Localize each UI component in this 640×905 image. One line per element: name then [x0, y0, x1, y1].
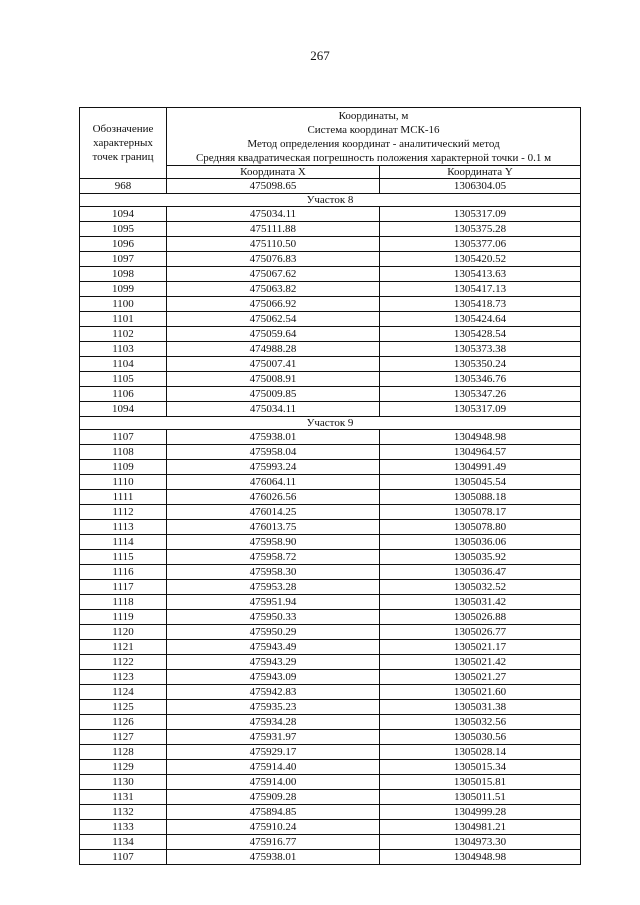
point-id: 1109 [80, 460, 167, 475]
point-id: 1127 [80, 730, 167, 745]
coordinate-x: 475062.54 [167, 312, 380, 327]
coordinate-x: 475951.94 [167, 595, 380, 610]
table-row [80, 505, 581, 520]
table-row [80, 850, 581, 865]
coordinate-y: 1304991.49 [380, 460, 581, 475]
point-id: 1134 [80, 835, 167, 850]
coordinate-x: 475958.90 [167, 535, 380, 550]
coordinate-x: 476026.56 [167, 490, 380, 505]
table-row [80, 835, 581, 850]
table-row [80, 595, 581, 610]
table-row [80, 685, 581, 700]
table-row [80, 610, 581, 625]
table-row [80, 805, 581, 820]
point-id: 1110 [80, 475, 167, 490]
coordinate-y: 1305078.17 [380, 505, 581, 520]
section-row [80, 417, 581, 430]
coordinate-y: 1305036.06 [380, 535, 581, 550]
header-point-designation [80, 108, 167, 179]
point-id: 1123 [80, 670, 167, 685]
coordinate-x: 475059.64 [167, 327, 380, 342]
coordinate-y: 1305026.88 [380, 610, 581, 625]
table-row [80, 730, 581, 745]
section-title: Участок 9 [80, 417, 581, 430]
coordinate-y: 1305373.38 [380, 342, 581, 357]
coordinate-y: 1305346.76 [380, 372, 581, 387]
header-left-line: точек границ [92, 151, 154, 163]
point-id: 1107 [80, 430, 167, 445]
point-id: 1117 [80, 580, 167, 595]
table-row [80, 267, 581, 282]
header-coordinate-y: Координата Y [380, 166, 581, 179]
table-row [80, 207, 581, 222]
coordinate-x: 475934.28 [167, 715, 380, 730]
coordinate-x: 475098.65 [167, 179, 380, 194]
coordinate-y: 1304981.21 [380, 820, 581, 835]
coordinate-y: 1305021.60 [380, 685, 581, 700]
coordinate-x: 475958.72 [167, 550, 380, 565]
table-row [80, 282, 581, 297]
coordinate-x: 475034.11 [167, 207, 380, 222]
point-id: 1107 [80, 850, 167, 865]
point-id: 1096 [80, 237, 167, 252]
coordinate-x: 475916.77 [167, 835, 380, 850]
table-row [80, 475, 581, 490]
coordinate-y: 1305031.42 [380, 595, 581, 610]
table-row [80, 297, 581, 312]
point-id: 1128 [80, 745, 167, 760]
coordinate-x: 475929.17 [167, 745, 380, 760]
header-left-line: Обозначение [92, 123, 154, 135]
point-id: 1126 [80, 715, 167, 730]
point-id: 1118 [80, 595, 167, 610]
point-id: 1106 [80, 387, 167, 402]
coordinate-y: 1305015.81 [380, 775, 581, 790]
coordinate-x: 475993.24 [167, 460, 380, 475]
table-row [80, 670, 581, 685]
coordinate-y: 1305424.64 [380, 312, 581, 327]
header-right-line: Метод определения координат - аналитический метод [247, 137, 500, 150]
point-id: 1112 [80, 505, 167, 520]
table-row [80, 342, 581, 357]
coordinate-x: 476064.11 [167, 475, 380, 490]
coordinate-y: 1305021.17 [380, 640, 581, 655]
point-id: 1102 [80, 327, 167, 342]
coordinate-y: 1305347.26 [380, 387, 581, 402]
coordinate-y: 1305011.51 [380, 790, 581, 805]
point-id: 1095 [80, 222, 167, 237]
table-row [80, 640, 581, 655]
point-id: 1114 [80, 535, 167, 550]
coordinate-y: 1305317.09 [380, 207, 581, 222]
coordinate-y: 1305377.06 [380, 237, 581, 252]
coordinate-x: 475910.24 [167, 820, 380, 835]
point-id: 1113 [80, 520, 167, 535]
coordinate-x: 475067.62 [167, 267, 380, 282]
coordinate-y: 1306304.05 [380, 179, 581, 194]
table-row [80, 312, 581, 327]
section-title: Участок 8 [80, 194, 581, 207]
coordinate-y: 1305350.24 [380, 357, 581, 372]
point-id: 1133 [80, 820, 167, 835]
coordinate-y: 1305413.63 [380, 267, 581, 282]
point-id: 1130 [80, 775, 167, 790]
point-id: 1122 [80, 655, 167, 670]
point-id: 1121 [80, 640, 167, 655]
coordinate-x: 475943.09 [167, 670, 380, 685]
coordinate-y: 1305088.18 [380, 490, 581, 505]
coordinate-y: 1305078.80 [380, 520, 581, 535]
table-row [80, 387, 581, 402]
table-row [80, 357, 581, 372]
coordinate-y: 1304973.30 [380, 835, 581, 850]
table-row [80, 252, 581, 267]
coordinate-y: 1305032.56 [380, 715, 581, 730]
table-row [80, 715, 581, 730]
coordinate-x: 475076.83 [167, 252, 380, 267]
table-row [80, 775, 581, 790]
coordinate-x: 475894.85 [167, 805, 380, 820]
coordinate-y: 1305031.38 [380, 700, 581, 715]
point-id: 1103 [80, 342, 167, 357]
coordinate-y: 1304999.28 [380, 805, 581, 820]
coordinate-y: 1305045.54 [380, 475, 581, 490]
table-row [80, 550, 581, 565]
table-row [80, 490, 581, 505]
page-number: 267 [310, 48, 330, 63]
point-id: 1094 [80, 207, 167, 222]
table-row [80, 372, 581, 387]
coordinate-y: 1305375.28 [380, 222, 581, 237]
point-id: 1097 [80, 252, 167, 267]
table-row [80, 445, 581, 460]
point-id: 1131 [80, 790, 167, 805]
header-right-line: Координаты, м [338, 109, 409, 122]
coordinate-y: 1305026.77 [380, 625, 581, 640]
coordinate-x: 475914.00 [167, 775, 380, 790]
table-row [80, 179, 581, 194]
coordinate-x: 475943.49 [167, 640, 380, 655]
coordinate-y: 1304948.98 [380, 850, 581, 865]
point-id: 1124 [80, 685, 167, 700]
coordinate-y: 1305015.34 [380, 760, 581, 775]
point-id: 1098 [80, 267, 167, 282]
coordinate-y: 1305021.42 [380, 655, 581, 670]
table-row [80, 327, 581, 342]
coordinate-x: 475063.82 [167, 282, 380, 297]
table-row [80, 580, 581, 595]
table-row [80, 760, 581, 775]
table-row [80, 655, 581, 670]
coordinate-x: 475958.04 [167, 445, 380, 460]
table-row [80, 700, 581, 715]
table-row [80, 745, 581, 760]
coordinate-x: 475950.33 [167, 610, 380, 625]
coordinate-x: 476013.75 [167, 520, 380, 535]
header-left-line: характерных [93, 137, 153, 149]
coordinate-y: 1305428.54 [380, 327, 581, 342]
coordinate-x: 475938.01 [167, 850, 380, 865]
coordinate-x: 475007.41 [167, 357, 380, 372]
header-right-line: Система координат МСК-16 [307, 123, 440, 136]
table-row [80, 820, 581, 835]
coordinate-x: 475034.11 [167, 402, 380, 417]
table-row [80, 520, 581, 535]
point-id: 1108 [80, 445, 167, 460]
section-row [80, 194, 581, 207]
coordinate-x: 475914.40 [167, 760, 380, 775]
point-id: 1100 [80, 297, 167, 312]
header-right-line: Средняя квадратическая погрешность положения характерной точки - 0.1 м [195, 151, 552, 164]
point-id: 1099 [80, 282, 167, 297]
coordinate-x: 475950.29 [167, 625, 380, 640]
header-coordinate-x: Координата X [167, 166, 380, 179]
point-id: 968 [80, 179, 167, 194]
table-row [80, 790, 581, 805]
coordinate-x: 475009.85 [167, 387, 380, 402]
point-id: 1129 [80, 760, 167, 775]
point-id: 1120 [80, 625, 167, 640]
coordinate-y: 1305418.73 [380, 297, 581, 312]
table-row [80, 222, 581, 237]
point-id: 1101 [80, 312, 167, 327]
coordinate-x: 475953.28 [167, 580, 380, 595]
coordinate-x: 475008.91 [167, 372, 380, 387]
coordinate-y: 1305420.52 [380, 252, 581, 267]
coordinate-y: 1304948.98 [380, 430, 581, 445]
coordinate-y: 1305021.27 [380, 670, 581, 685]
coordinate-x: 474988.28 [167, 342, 380, 357]
point-id: 1125 [80, 700, 167, 715]
coordinate-x: 475909.28 [167, 790, 380, 805]
coordinates-table [79, 107, 581, 865]
coordinate-x: 475111.88 [167, 222, 380, 237]
coordinate-x: 475942.83 [167, 685, 380, 700]
coordinate-x: 475938.01 [167, 430, 380, 445]
coordinate-y: 1305417.13 [380, 282, 581, 297]
coordinate-x: 475066.92 [167, 297, 380, 312]
coordinate-y: 1305028.14 [380, 745, 581, 760]
coordinate-x: 475943.29 [167, 655, 380, 670]
header-coordinates-info [167, 108, 581, 166]
coordinate-x: 475935.23 [167, 700, 380, 715]
table-row [80, 237, 581, 252]
table-header-row [80, 108, 581, 166]
table-row [80, 430, 581, 445]
coordinate-y: 1305317.09 [380, 402, 581, 417]
point-id: 1094 [80, 402, 167, 417]
point-id: 1119 [80, 610, 167, 625]
coordinate-y: 1305030.56 [380, 730, 581, 745]
point-id: 1111 [80, 490, 167, 505]
coordinate-y: 1304964.57 [380, 445, 581, 460]
table-row [80, 625, 581, 640]
coordinate-y: 1305032.52 [380, 580, 581, 595]
table-row [80, 460, 581, 475]
coordinate-y: 1305035.92 [380, 550, 581, 565]
coordinate-x: 475931.97 [167, 730, 380, 745]
point-id: 1105 [80, 372, 167, 387]
coordinate-x: 475110.50 [167, 237, 380, 252]
table-row [80, 565, 581, 580]
coordinate-x: 476014.25 [167, 505, 380, 520]
table-row [80, 402, 581, 417]
point-id: 1132 [80, 805, 167, 820]
table-row [80, 535, 581, 550]
coordinate-x: 475958.30 [167, 565, 380, 580]
coordinate-y: 1305036.47 [380, 565, 581, 580]
point-id: 1116 [80, 565, 167, 580]
point-id: 1115 [80, 550, 167, 565]
point-id: 1104 [80, 357, 167, 372]
